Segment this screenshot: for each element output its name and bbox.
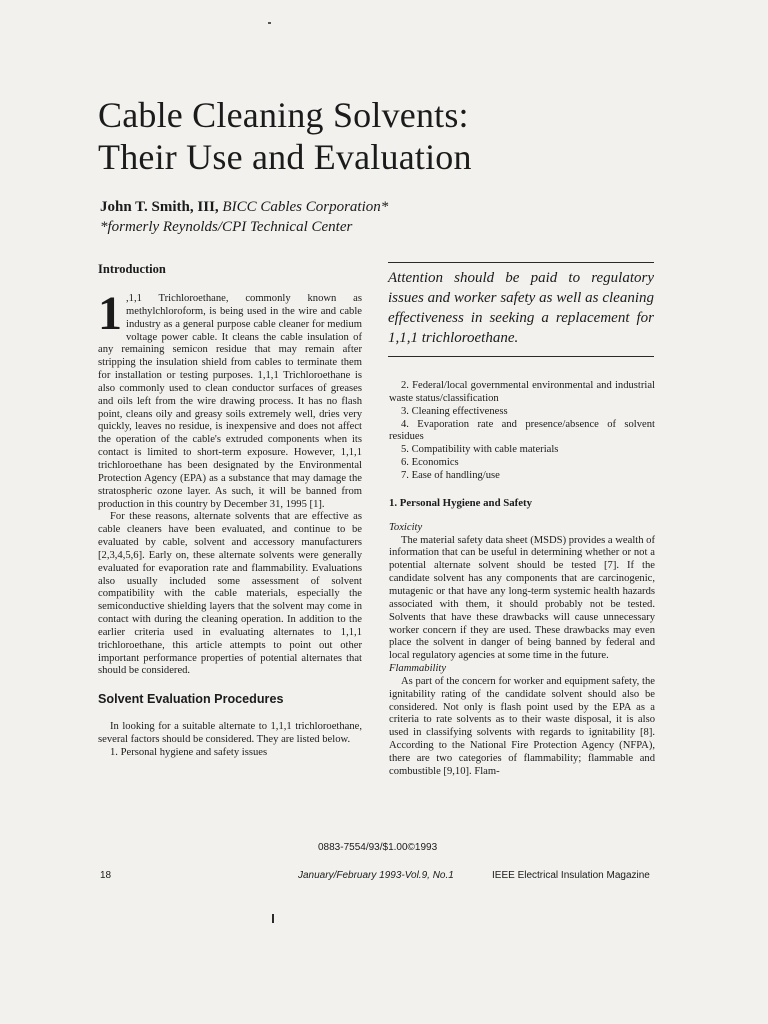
title-line-1: Cable Cleaning Solvents: [98, 95, 469, 135]
subheading-toxicity: Toxicity [389, 521, 423, 533]
list-item-5: 5. Compatibility with cable materials [401, 444, 559, 456]
page-number: 18 [100, 870, 112, 881]
author-name: John T. Smith, III, [100, 199, 219, 215]
evaluation-paragraph: In looking for a suitable alternate to 1,1,1 trichloroethane, several factors should be considered. They are listed below. [98, 721, 362, 746]
heading-introduction: Introduction [98, 262, 166, 276]
toxicity-paragraph: The material safety data sheet (MSDS) provides a wealth of information that can be useful in determining whether or not a potential alternate solvent should be tested [7]. If the candidate solvent has any components that are carcinogenic, mutagenic or that have any long-term systemic health hazards associated with them, it should probably not be tested. Solvents that have these drawbacks will cause unnecessary worker concern if they are used. These drawbacks may even place the solvent in danger of being banned by federal and local regulatory agencies at some time in the future. [389, 534, 655, 662]
flammability-paragraph: As part of the concern for worker and equipment safety, the ignitability rating of the candidate solvent should also be considered. Not only is flash point used by the EPA as a criteria to rate solvents as to their waste disposal, it is also used in classifying solvents with regards to ignitability [8]. According to the National Fire Protection Agency (NFPA), there are two categories of flammability; flammable and combustible [9,10]. Flam- [389, 675, 655, 777]
heading-solvent-evaluation: Solvent Evaluation Procedures [98, 692, 284, 707]
drop-cap: 1 [98, 287, 122, 340]
list-item-4: 4. Evaporation rate and presence/absence of solvent residues [389, 418, 655, 443]
author-note: *formerly Reynolds/CPI Technical Center [100, 219, 353, 235]
pull-quote [388, 262, 654, 357]
article-title [98, 94, 472, 178]
list-item-2: 2. Federal/local governmental environmental and industrial waste status/classification [389, 380, 655, 404]
magazine-name: IEEE Electrical Insulation Magazine [492, 870, 650, 881]
list-item-3: 3. Cleaning effectiveness [401, 405, 508, 417]
issue-date: January/February 1993-Vol.9, No.1 [298, 870, 454, 881]
author-affiliation: BICC Cables Corporation* [222, 199, 389, 215]
heading-personal-hygiene: 1. Personal Hygiene and Safety [389, 496, 533, 509]
right-column [389, 380, 655, 779]
pull-quote-text: Attention should be paid to regulatory issues and worker safety as well as cleaning effectiveness in seeking a replacement for 1,1,1 trichloroethane. [388, 270, 654, 346]
intro-paragraph-2: For these reasons, alternate solvents that are effective as cable cleaners have been evaluated, and continue to be evaluated by cable, solvent and accessory manufacturers [2,3,4,5,6]. Early on, these alternate solvents were generally evaluated for evaporation rate and flammability. Evaluations also usually included some assessment of solvent compatibility with the cable materials, especially the semiconductive shielding layers that the solvent may come in contact with during the cleaning operation. In addition to the earlier criteria used in evaluating alternates to 1,1,1 trichloroethane, this article attempts to point out other important performance properties of potential alternates that should be considered. [98, 511, 362, 677]
scan-mark [268, 22, 271, 24]
scan-mark-bottom [272, 914, 274, 923]
list-item-7: 7. Ease of handling/use [401, 469, 500, 481]
left-column [98, 262, 362, 760]
title-line-2: Their Use and Evaluation [98, 137, 472, 177]
intro-paragraph-1-text: ,1,1 Trichloroethane, commonly known as methylchloroform, is being used in the wire and cable industry as a general purpose cable cleaner for medium voltage power cable. It cleans the cable insulation of any remaining semicon residue that may remain after stripping the insulation shield from cables to terminate them for installation or testing purposes. 1,1,1 Trichloroethane is also commonly used to clean conductor surfaces of greases and oils left from the wire drawing process. It has no flash point, cleans oily and greasy soils extremely well, dries very quickly, leaves no residue, is inexpensive and does not affect the operation of the cable's extruded components when its contact is limited to short-term exposure. However, 1,1,1 trichloroethane has been designated by the Environmental Protection Agency (EPA) as a substance that may damage the stratospheric ozone layer. As such, it will be banned from production in this country by December 31, 1995 [1]. [98, 293, 362, 510]
subheading-flammability: Flammability [389, 663, 447, 675]
list-item-1: 1. Personal hygiene and safety issues [110, 747, 268, 758]
intro-paragraph-1 [98, 287, 362, 511]
issn-line: 0883-7554/93/$1.00©1993 [318, 842, 438, 853]
author-line [100, 197, 388, 217]
list-item-6: 6. Economics [401, 457, 459, 469]
